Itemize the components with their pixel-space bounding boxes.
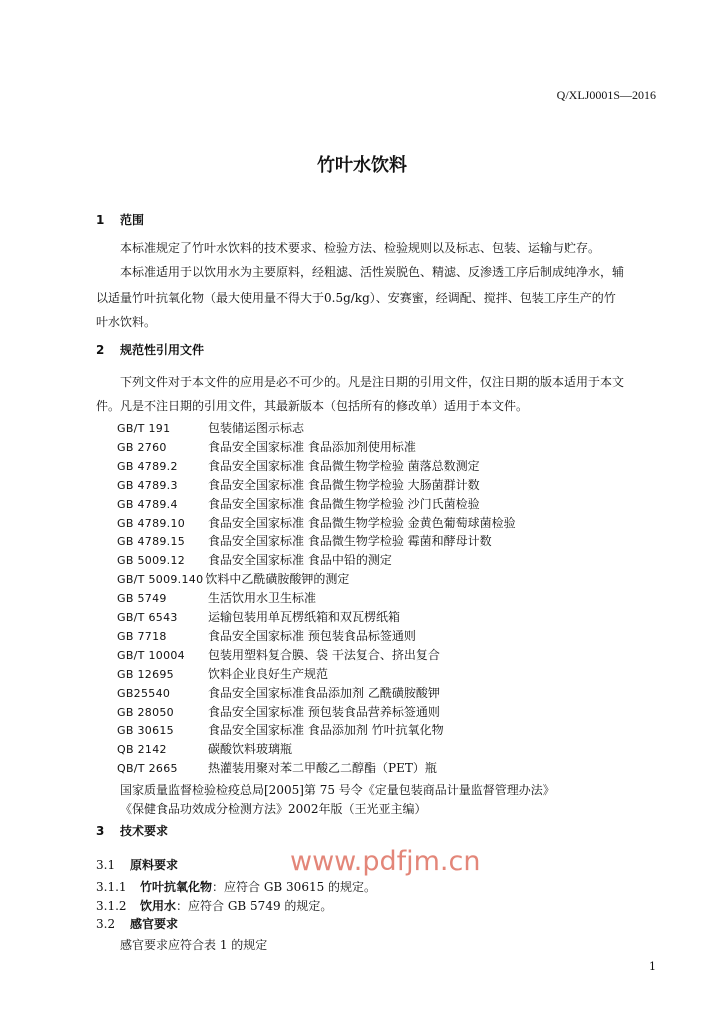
document-code: Q/XLJ0001S—2016	[556, 88, 656, 102]
reference-code: GB 28050	[117, 705, 174, 719]
subsection-3-1-1	[96, 878, 376, 895]
paragraph: 以适量竹叶抗氧化物（最大使用量不得大于0.5g/kg）、安赛蜜，经调配、搅拌、包装工序生产的竹	[96, 291, 616, 305]
reference-code: GB/T 10004	[117, 648, 185, 662]
reference-code: GB/T 191	[117, 422, 171, 435]
subsection-title: 感官要求	[130, 917, 179, 931]
reference-name: 热灌装用聚对苯二甲酸乙二醇酯（PET）瓶	[208, 761, 437, 776]
reference-row	[117, 532, 492, 549]
reference-code: GB 4789.10	[117, 516, 186, 530]
reference-name: 碳酸饮料玻璃瓶	[208, 742, 293, 757]
reference-row	[117, 514, 516, 531]
reference-name: 食品安全国家标准 食品微生物学检验 大肠菌群计数	[208, 477, 480, 492]
reference-name: 运输包装用单瓦楞纸箱和双瓦楞纸箱	[208, 610, 401, 624]
reference-name: 饮料企业良好生产规范	[208, 666, 329, 681]
reference-code: GB 7718	[117, 629, 167, 643]
reference-name: 食品安全国家标准 预包装食品营养标签通则	[208, 704, 440, 719]
paragraph: 件。凡是不注日期的引用文件，其最新版本（包括所有的修改单）适用于本文件。	[96, 399, 529, 413]
reference-name: 包装用塑料复合膜、袋 干法复合、挤出复合	[208, 647, 440, 662]
reference-row	[117, 570, 349, 587]
reference-code: QB 2142	[117, 743, 167, 757]
paragraph: 感官要求应符合表 1 的规定	[120, 938, 268, 952]
reference-code: GB 30615	[117, 724, 174, 738]
subsection-number: 3.1	[96, 858, 116, 872]
subsection-3-1-2	[96, 897, 332, 914]
section-1-heading	[96, 211, 144, 228]
page-number: 1	[649, 960, 656, 973]
reference-name: 生活饮用水卫生标准	[208, 591, 317, 606]
reference-code: GB 4789.15	[117, 535, 186, 549]
extra-reference: 国家质量监督检验检疫总局[2005]第 75 号令《定量包装商品计量监督管理办法》	[120, 783, 555, 797]
subsection-3-2	[96, 915, 178, 932]
reference-code: GB 5009.12	[117, 554, 186, 568]
reference-name: 食品安全国家标准 食品微生物学检验 沙门氏菌检验	[208, 496, 480, 511]
reference-row	[117, 759, 437, 776]
reference-row	[117, 608, 400, 625]
section-number: 1	[96, 213, 105, 227]
reference-row	[117, 684, 440, 701]
reference-row	[117, 551, 392, 568]
subsection-number: 3.2	[96, 917, 116, 931]
reference-code: GB 12695	[117, 667, 174, 681]
section-2-heading	[96, 341, 204, 358]
subsection-number: 3.1.2	[96, 899, 127, 913]
reference-row	[117, 665, 328, 682]
reference-name: 食品安全国家标准 预包装食品标签通则	[208, 628, 416, 643]
reference-code: GB 2760	[117, 440, 167, 454]
subsection-title: 原料要求	[130, 858, 179, 872]
section-title: 范围	[120, 213, 145, 227]
reference-name: 包装储运图示标志	[208, 421, 305, 435]
reference-code: GB 4789.3	[117, 478, 178, 492]
subsection-3-1	[96, 856, 178, 873]
term-text: ：应符合 GB 30615 的规定。	[212, 880, 377, 894]
reference-row	[117, 740, 292, 757]
document-title: 竹叶水饮料	[317, 155, 407, 176]
reference-code: GB25540	[117, 686, 171, 700]
reference-code: GB/T 6543	[117, 611, 178, 624]
reference-row	[117, 589, 316, 606]
reference-row	[117, 495, 480, 512]
extra-reference: 《保健食品功效成分检测方法》2002年版（王光亚主编）	[120, 802, 427, 816]
section-3-heading	[96, 822, 168, 839]
reference-row	[117, 646, 440, 663]
reference-row	[117, 457, 480, 474]
reference-name: 食品安全国家标准 食品中铅的测定	[208, 553, 392, 568]
section-number: 3	[96, 824, 105, 838]
paragraph: 叶水饮料。	[96, 315, 157, 329]
term: 竹叶抗氧化物	[140, 880, 213, 894]
reference-name: 食品安全国家标准食品添加剂 乙酰磺胺酸钾	[208, 685, 440, 700]
section-title: 规范性引用文件	[120, 343, 205, 357]
reference-row	[117, 438, 416, 455]
reference-row	[117, 721, 444, 738]
reference-name: 食品安全国家标准 食品微生物学检验 霉菌和酵母计数	[208, 534, 492, 549]
term-text: ：应符合 GB 5749 的规定。	[176, 899, 333, 913]
paragraph: 本标准适用于以饮用水为主要原料，经粗滤、活性炭脱色、精滤、反渗透工序后制成纯净水，辅	[120, 265, 625, 279]
reference-code: GB 5749	[117, 592, 167, 606]
watermark: www.pdfjm.cn	[290, 846, 481, 877]
reference-code: GB 4789.2	[117, 459, 178, 473]
reference-row	[117, 703, 440, 720]
reference-name: 食品安全国家标准 食品微生物学检验 金黄色葡萄球菌检验	[208, 515, 516, 530]
reference-row	[117, 627, 416, 644]
reference-name: 饮料中乙酰磺胺酸钾的测定	[205, 572, 350, 587]
reference-row	[117, 476, 480, 493]
paragraph: 下列文件对于本文件的应用是必不可少的。凡是注日期的引用文件，仅注日期的版本适用于本文	[120, 375, 625, 389]
reference-row	[117, 419, 304, 436]
section-title: 技术要求	[120, 824, 169, 838]
paragraph: 本标准规定了竹叶水饮料的技术要求、检验方法、检验规则以及标志、包装、运输与贮存。	[120, 241, 601, 255]
reference-code: GB/T 5009.140	[117, 573, 204, 587]
subsection-number: 3.1.1	[96, 880, 127, 894]
reference-code: QB/T 2665	[117, 762, 178, 776]
reference-name: 食品安全国家标准 食品添加剂 竹叶抗氧化物	[208, 723, 444, 738]
reference-code: GB 4789.4	[117, 497, 178, 511]
term: 饮用水	[140, 899, 177, 913]
section-number: 2	[96, 343, 105, 357]
reference-name: 食品安全国家标准 食品添加剂使用标准	[208, 439, 416, 454]
reference-name: 食品安全国家标准 食品微生物学检验 菌落总数测定	[208, 458, 480, 473]
